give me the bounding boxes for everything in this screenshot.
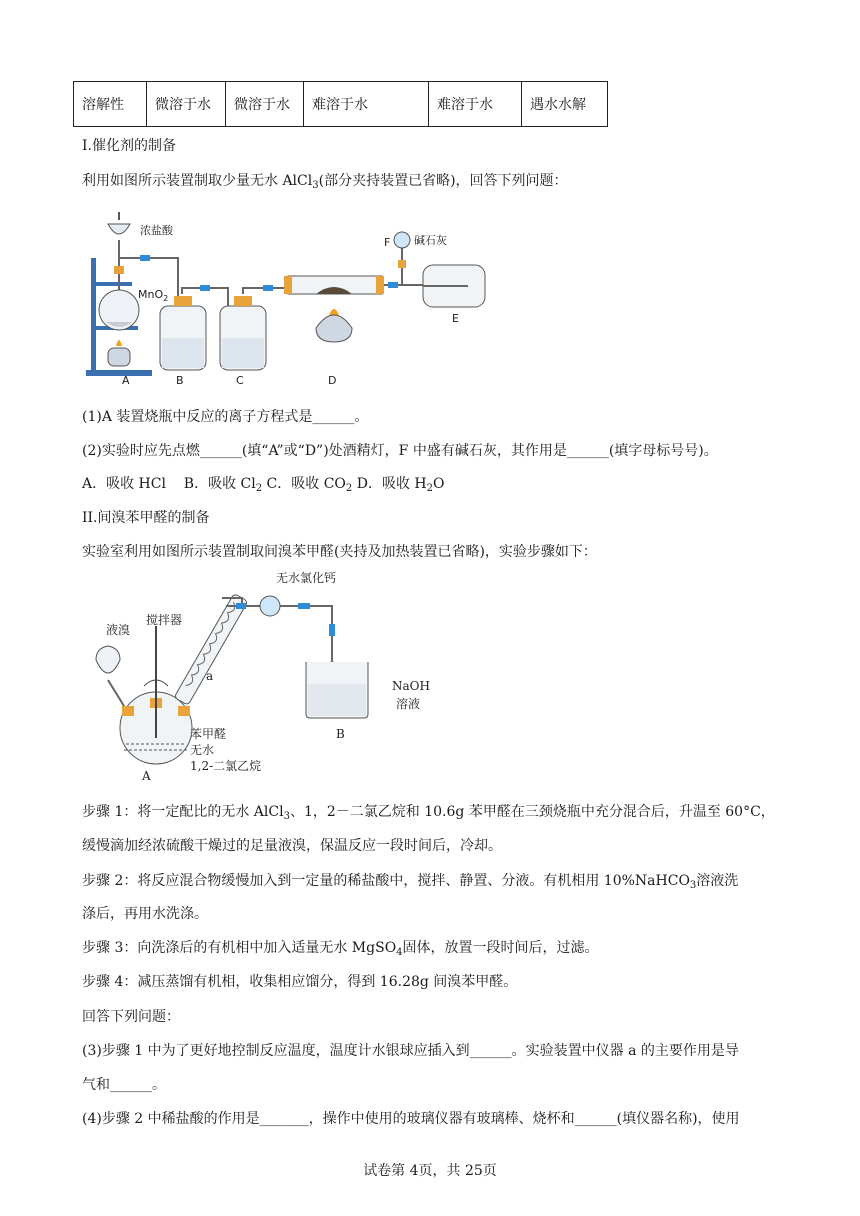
table-cell: 微溶于水	[147, 82, 226, 127]
label-F: F	[384, 236, 391, 249]
label-A: A	[142, 769, 151, 783]
answer-prompt: 回答下列问题：	[82, 1009, 180, 1025]
label-br2: 液溴	[106, 623, 131, 637]
label-naoh: NaOH	[392, 679, 430, 693]
table-cell: 难溶于水	[429, 82, 522, 127]
label-A: A	[122, 374, 130, 387]
table-cell: 微溶于水	[226, 82, 304, 127]
label-cacl2: 无水氯化钙	[276, 571, 337, 585]
question-1: (1)A 装置烧瓶中反应的离子方程式是______。	[82, 409, 369, 425]
label-reagent-3: 1,2-二氯乙烷	[190, 759, 262, 773]
label-B: B	[336, 727, 345, 741]
label-reagent-1: 苯甲醛	[190, 727, 227, 741]
question-2-options: A．吸收 HCl B．吸收 $Cl_2$ C．吸收 $CO_2$ D．吸收 $H_2O$	[82, 476, 445, 494]
label-sodalime: 碱石灰	[414, 234, 447, 247]
table-cell: 遇水水解	[522, 82, 608, 127]
question-3-line1: (3)步骤 1 中为了更好地控制反应温度，温度计水银球应插入到______。实验装置中仪器 a 的主要作用是导	[82, 1043, 739, 1059]
step2-line2: 涤后，再用水洗涤。	[82, 906, 208, 922]
step1-line1: 步骤 1：将一定配比的无水 AlCl$_3$、1，2－二氯乙烷和 10.6g 苯甲醛在三颈烧瓶中充分混合后，升温至 60°C，	[82, 804, 775, 822]
stand-rod	[91, 258, 96, 372]
flame-icon	[116, 340, 122, 346]
label-D: D	[328, 374, 337, 387]
separatory-funnel	[108, 224, 130, 234]
table-row	[74, 82, 608, 127]
page-footer: 试卷第 4页，共 25页	[363, 1163, 497, 1179]
section1-heading: I.催化剂的制备	[82, 138, 176, 154]
step1-line2: 缓慢滴加经浓硫酸干燥过的足量液溴，保温反应一段时间后，冷却。	[82, 838, 502, 854]
clamp	[92, 282, 132, 286]
drying-tube-F	[394, 232, 410, 248]
label-C: C	[236, 374, 244, 387]
label-mno2: MnO$_2$	[138, 288, 169, 303]
alcl3-apparatus-figure	[78, 210, 498, 390]
cacl2-tube	[260, 596, 280, 616]
label-B: B	[176, 374, 184, 387]
label-a: a	[206, 669, 214, 683]
dropping-funnel	[96, 646, 120, 673]
step3: 步骤 3：向洗涤后的有机相中加入适量无水 MgSO$_4$固体，放置一段时间后，过滤。	[82, 940, 599, 958]
question-2: (2)实验时应先点燃______(填“A”或“D”)处酒精灯，F 中盛有碱石灰，其作用是______(填字母标号号)。	[82, 443, 718, 459]
alcohol-lamp	[108, 348, 130, 366]
label-reagent-2: 无水	[190, 743, 215, 757]
question-4-line1: (4)步骤 2 中稀盐酸的作用是_______，操作中使用的玻璃仪器有玻璃棒、烧杯和______(填仪器名称)，使用	[82, 1111, 740, 1127]
section2-heading: II.间溴苯甲醛的制备	[82, 510, 210, 526]
alcohol-lamp	[316, 315, 352, 342]
section2-intro: 实验室利用如图所示装置制取间溴苯甲醛(夹持及加热装置已省略)，实验步骤如下：	[82, 544, 597, 560]
label-stirrer: 搅拌器	[146, 613, 183, 627]
label-E: E	[452, 312, 459, 325]
label-solution: 溶液	[396, 697, 421, 711]
solubility-table	[73, 81, 608, 127]
table-cell: 难溶于水	[304, 82, 429, 127]
step2-line1: 步骤 2：将反应混合物缓慢加入到一定量的稀盐酸中，搅拌、静置、分液。有机相用 10%NaHCO$_3$溶液洗	[82, 873, 739, 891]
step4: 步骤 4：减压蒸馏有机相，收集相应馏分，得到 16.28g 间溴苯甲醛。	[82, 974, 518, 990]
section1-intro: 利用如图所示装置制取少量无水 AlCl$_3$(部分夹持装置已省略)，回答下列问题：	[82, 173, 568, 191]
label-acid: 浓盐酸	[140, 224, 173, 237]
question-3-line2: 气和______。	[82, 1077, 166, 1093]
bromination-apparatus-figure	[86, 568, 456, 784]
table-cell: 溶解性	[74, 82, 147, 127]
